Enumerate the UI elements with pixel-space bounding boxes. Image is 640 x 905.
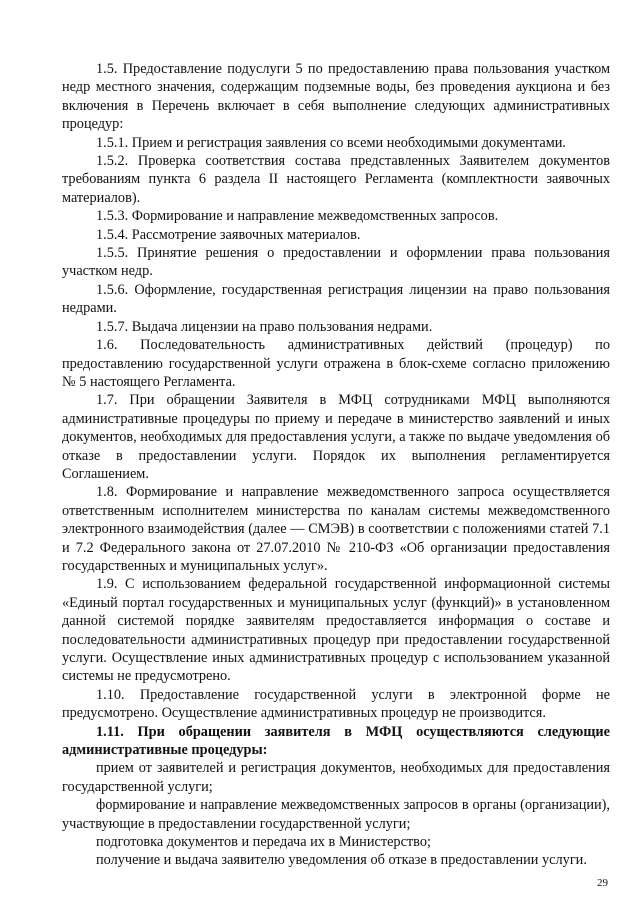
- paragraph-1-5-5: 1.5.5. Принятие решения о предоставлении и оформлении права пользования участком недр.: [62, 245, 610, 280]
- paragraph-1-8: 1.8. Формирование и направление межведомственного запроса осуществляется ответственным исполнителем министерства по каналам системы межведомственного электронного взаимодействия (далее — СМЭВ) в соответствии с положениями статей 7.1 и 7.2 Федерального закона от 27.07.2010 № 210-ФЗ «Об организации предоставления государственных и муниципальных услуг».: [62, 484, 610, 574]
- paragraph-1-5-3: 1.5.3. Формирование и направление межведомственных запросов.: [96, 208, 499, 225]
- paragraph-1-5-2: 1.5.2. Проверка соответствия состава представленных Заявителем документов требованиям пункта 6 раздела II настоящего Регламента (комплектности заявочных материалов).: [62, 153, 610, 206]
- paragraph-1-10: 1.10. Предоставление государственной услуги в электронной форме не предусмотрено. Осуществление административных процедур не производится.: [62, 686, 610, 722]
- page-number: 29: [597, 877, 608, 889]
- paragraph-1-5-4: 1.5.4. Рассмотрение заявочных материалов.: [96, 226, 361, 243]
- paragraph-1-6: 1.6. Последовательность административных действий (процедур) по предоставлению государственной услуги отражена в блок-схеме согласно приложению № 5 настоящего Регламента.: [62, 337, 610, 390]
- paragraph-1-5-6: 1.5.6. Оформление, государственная регистрация лицензии на право пользования недрами.: [62, 281, 610, 317]
- paragraph-1-9: 1.9. С использованием федеральной государственной информационной системы «Единый портал государственных и муниципальных услуг (функций)» в установленном данной системой порядке заявителям предоставляется информация о составе и последовательности административных процедур при предоставлении государственной услуги. Осуществление иных административных процедур с использованием указанной системы не предусмотрено.: [62, 576, 610, 685]
- paragraph-1-5-1: 1.5.1. Прием и регистрация заявления со всеми необходимыми документами.: [96, 134, 566, 151]
- list-item-transfer: подготовка документов и передача их в Министерство;: [96, 834, 431, 851]
- paragraph-1-7: 1.7. При обращении Заявителя в МФЦ сотрудниками МФЦ выполняются административные процедуры по приему и передаче в министерство заявлений и иных документов, необходимых для предоставления услуги, а также по выдаче уведомления об отказе в предоставлении услуги. Порядок их выполнения регламентируется Соглашением.: [62, 392, 610, 482]
- list-item-requests: формирование и направление межведомственных запросов в органы (организации), участвующие в предоставлении государственной услуги;: [62, 797, 610, 832]
- paragraph-1-5: 1.5. Предоставление подуслуги 5 по предоставлению права пользования участком недр местного значения, содержащим подземные воды, без проведения аукциона и без включения в Перечень включает в себя выполнение следующих административных процедур:: [62, 61, 610, 133]
- document-page: [62, 60, 610, 870]
- paragraph-1-11-heading: 1.11. При обращении заявителя в МФЦ осуществляются следующие административные процедуры:: [62, 723, 610, 759]
- paragraph-1-5-7: 1.5.7. Выдача лицензии на право пользования недрами.: [96, 318, 433, 335]
- list-item-notification: получение и выдача заявителю уведомления об отказе в предоставлении услуги.: [96, 852, 587, 869]
- list-item-reception: прием от заявителей и регистрация документов, необходимых для предоставления государственной услуги;: [62, 760, 610, 795]
